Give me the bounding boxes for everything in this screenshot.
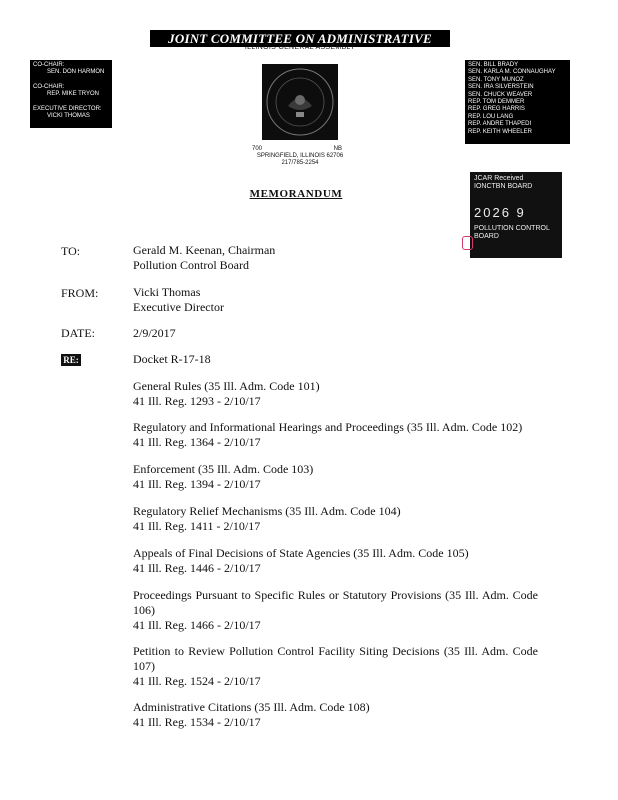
member: SEN. CHUCK WEAVER xyxy=(468,91,533,98)
stamp-mark-icon xyxy=(462,236,473,250)
rule-item xyxy=(133,462,538,492)
address-block xyxy=(230,146,370,167)
officers-box xyxy=(30,60,112,128)
co-chair2-name: REP. MIKE TRYON xyxy=(47,91,100,97)
rule-reg: 41 Ill. Reg. 1364 - 2/10/17 xyxy=(133,435,261,449)
to-name: Gerald M. Keenan, Chairman xyxy=(133,243,276,257)
member: REP. ANDRE THAPEDI xyxy=(468,121,532,128)
address-room: 700 xyxy=(252,146,263,152)
from-title: Executive Director xyxy=(133,300,224,314)
member: SEN. KARLA M. CONNAUGHAY xyxy=(468,69,556,76)
rule-item xyxy=(133,588,538,633)
co-chair-name: SEN. DON HARMON xyxy=(47,69,105,75)
rule-reg: 41 Ill. Reg. 1524 - 2/10/17 xyxy=(133,674,261,688)
stamp-date: 2026 9 xyxy=(474,205,526,220)
letterhead-subtitle: ILLINOIS GENERAL ASSEMBLY xyxy=(244,44,356,51)
rule-title: General Rules (35 Ill. Adm. Code 101) xyxy=(133,379,320,393)
member: REP. KEITH WHEELER xyxy=(468,128,532,135)
rule-title: Regulatory and Informational Hearings and Proceedings (35 Ill. Adm. Code 102) xyxy=(133,420,523,434)
stamp-line2: IONCTBN BOARD xyxy=(474,183,533,190)
stamp-line4: BOARD xyxy=(474,233,499,240)
from-block xyxy=(133,285,224,315)
date-label: DATE: xyxy=(61,326,95,340)
memo-heading: MEMORANDUM xyxy=(249,188,343,200)
rule-reg: 41 Ill. Reg. 1466 - 2/10/17 xyxy=(133,618,261,632)
rule-reg: 41 Ill. Reg. 1446 - 2/10/17 xyxy=(133,561,261,575)
member: REP. GREG HARRIS xyxy=(468,106,525,113)
rule-reg: 41 Ill. Reg. 1293 - 2/10/17 xyxy=(133,394,261,408)
member: SEN. BILL BRADY xyxy=(468,62,519,68)
to-block xyxy=(133,243,275,273)
co-chair-label: CO-CHAIR: xyxy=(33,62,65,68)
rule-title: Regulatory Relief Mechanisms (35 Ill. Adm. Code 104) xyxy=(133,504,401,518)
members-box xyxy=(465,60,570,144)
member: REP. TOM DEMMER xyxy=(468,99,525,106)
from-label: FROM: xyxy=(61,286,99,300)
to-label: TO: xyxy=(61,244,81,258)
from-name: Vicki Thomas xyxy=(133,285,201,299)
member: SEN. IRA SILVERSTEIN xyxy=(468,84,534,91)
rule-reg: 41 Ill. Reg. 1411 - 2/10/17 xyxy=(133,519,261,533)
to-org: Pollution Control Board xyxy=(133,258,250,272)
stamp-line3: POLLUTION CONTROL xyxy=(474,225,550,232)
rule-title: Proceedings Pursuant to Specific Rules or Statutory Provisions (35 Ill. Adm. Code 106) xyxy=(133,588,538,617)
address-building: NB xyxy=(333,146,342,152)
rule-item xyxy=(133,546,538,576)
re-value: Docket R-17-18 xyxy=(133,352,211,366)
rule-reg: 41 Ill. Reg. 1534 - 2/10/17 xyxy=(133,715,261,729)
rule-title: Petition to Review Pollution Control Facility Siting Decisions (35 Ill. Adm. Code 107) xyxy=(133,644,538,673)
rule-item xyxy=(133,420,538,450)
re-label: RE: xyxy=(61,354,81,366)
rule-title: Appeals of Final Decisions of State Agencies (35 Ill. Adm. Code 105) xyxy=(133,546,469,560)
member: REP. LOU LANG xyxy=(468,113,514,120)
rule-item xyxy=(133,700,538,730)
rule-item xyxy=(133,379,538,409)
co-chair2-label: CO-CHAIR: xyxy=(33,84,65,90)
exec-director-label: EXECUTIVE DIRECTOR: xyxy=(33,106,102,112)
letterhead-title: JOINT COMMITTEE ON ADMINISTRATIVE RULES xyxy=(150,30,450,47)
rule-item xyxy=(133,644,538,689)
rule-reg: 41 Ill. Reg. 1394 - 2/10/17 xyxy=(133,477,261,491)
state-seal-icon xyxy=(262,64,338,140)
rule-title: Enforcement (35 Ill. Adm. Code 103) xyxy=(133,462,314,476)
member: SEN. TONY MUNOZ xyxy=(468,76,524,83)
rule-title: Administrative Citations (35 Ill. Adm. Code 108) xyxy=(133,700,370,714)
address-phone: 217/785-2254 xyxy=(281,160,319,166)
date-value: 2/9/2017 xyxy=(133,326,176,340)
address-city: SPRINGFIELD, ILLINOIS 62706 xyxy=(256,153,344,159)
rule-item xyxy=(133,504,538,534)
stamp-line1: JCAR Received xyxy=(474,175,524,182)
received-stamp xyxy=(470,172,562,258)
exec-director-name: VICKI THOMAS xyxy=(47,113,90,119)
